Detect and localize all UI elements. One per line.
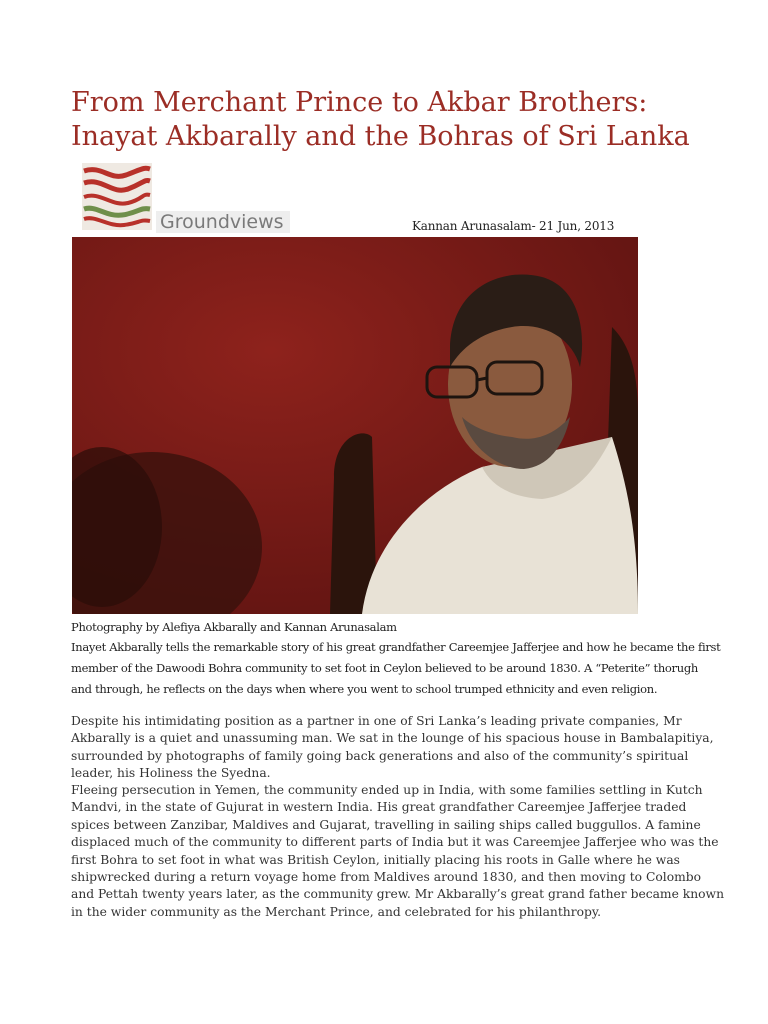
article-intro bbox=[71, 637, 731, 700]
article-title bbox=[71, 86, 751, 154]
paragraph-line: in the wider community as the Merchant Prince, and celebrated for his philanthropy. bbox=[71, 904, 602, 919]
article-title-line-2: Inayat Akbarally and the Bohras of Sri Lanka bbox=[71, 121, 690, 152]
paragraph-line: spices between Zanzibar, Maldives and Gujarat, travelling in sailing ships called buggullos. A famine bbox=[71, 817, 701, 832]
paragraph-line: first Bohra to set foot in what was British Ceylon, initially placing his roots in Galle where he was bbox=[71, 852, 680, 867]
intro-line: and through, he reflects on the days when where you went to school trumped ethnicity and even religion. bbox=[71, 682, 658, 696]
paragraph-line: surrounded by photographs of family going back generations and also of the community’s spiritual bbox=[71, 748, 689, 763]
paragraph-line: Fleeing persecution in Yemen, the community ended up in India, with some families settling in Kutch bbox=[71, 783, 703, 797]
article-byline: Kannan Arunasalam- 21 Jun, 2013 bbox=[412, 219, 615, 233]
paragraph-line: and Pettah twenty years later, as the community grew. Mr Akbarally’s great grand father became known bbox=[71, 887, 725, 902]
paragraph-line: Mandvi, in the state of Gujurat in western India. His great grandfather Careemjee Jafferjee traded bbox=[71, 800, 687, 815]
paragraph-line: leader, his Holiness the Syedna. bbox=[71, 766, 271, 781]
intro-line: Inayet Akbarally tells the remarkable story of his great grandfather Careemjee Jafferjee and how he became the first bbox=[71, 640, 721, 654]
article-paragraph-2 bbox=[71, 782, 731, 921]
paragraph-line: Despite his intimidating position as a partner in one of Sri Lanka’s leading private companies, Mr bbox=[71, 714, 682, 728]
groundviews-logo-mark bbox=[82, 163, 152, 230]
article-paragraph-1 bbox=[71, 713, 731, 783]
paragraph-line: shipwrecked during a return voyage home from Maldives around 1830, and then moving to Colombo bbox=[71, 870, 702, 885]
photo-caption: Photography by Alefiya Akbarally and Kannan Arunasalam bbox=[71, 620, 397, 634]
groundviews-logo-text: Groundviews bbox=[156, 211, 290, 233]
paragraph-line: Akbarally is a quiet and unassuming man. We sat in the lounge of his spacious house in Bambalapitiya, bbox=[71, 731, 714, 746]
article-photo bbox=[72, 237, 638, 614]
article-title-line-1: From Merchant Prince to Akbar Brothers: bbox=[71, 87, 648, 118]
groundviews-logo[interactable] bbox=[82, 163, 290, 235]
intro-line: member of the Dawoodi Bohra community to set foot in Ceylon believed to be around 1830. A “Peterite” thorugh bbox=[71, 661, 699, 675]
paragraph-line: displaced much of the community to different parts of India but it was Careemjee Jafferjee who was the bbox=[71, 835, 719, 850]
